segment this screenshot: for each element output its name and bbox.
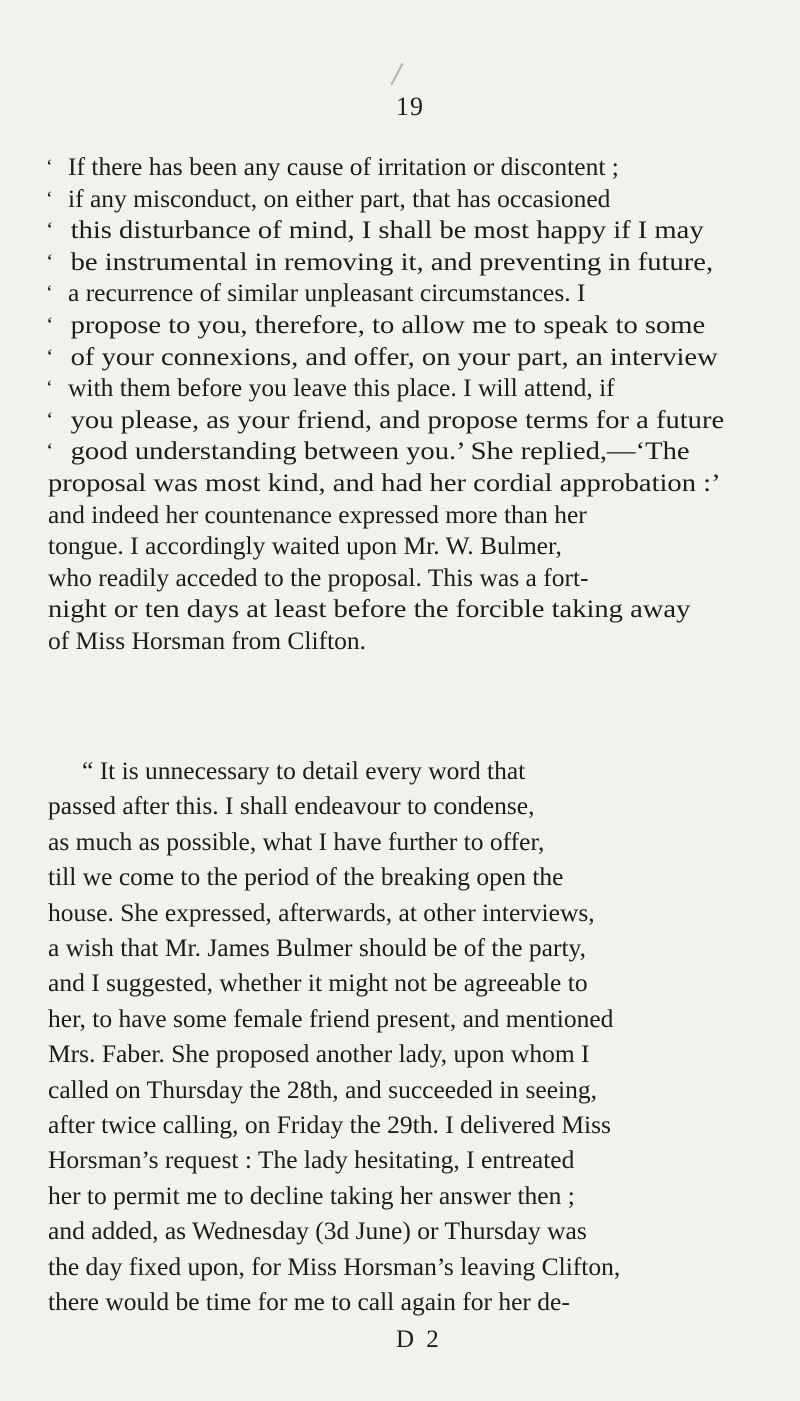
- text-line: [48, 594, 690, 624]
- text-line: and added, as Wednesday (3d June) or Thursday was: [48, 1216, 587, 1246]
- text-line: [46, 215, 704, 245]
- stray-pen-mark: [390, 63, 403, 85]
- text-line: called on Thursday the 28th, and succeeded in seeing,: [48, 1074, 598, 1104]
- line-text: a recurrence of similar unpleasant circumstances. I: [68, 278, 586, 308]
- line-text: tongue. I accordingly waited upon Mr. W. Bulmer,: [48, 531, 562, 561]
- line-text: propose to you, therefore, to allow me to speak to some: [70, 310, 706, 339]
- text-line: [46, 436, 690, 466]
- text-line: [46, 373, 615, 403]
- text-line: her to permit me to decline taking her answer then ;: [48, 1180, 575, 1210]
- line-text: and indeed her countenance expressed more than her: [48, 499, 587, 529]
- text-line: [46, 184, 610, 214]
- line-text: who readily acceded to the proposal. This was a fort-: [48, 562, 589, 592]
- marginal-quote-mark: ‘: [46, 219, 54, 242]
- text-line: [48, 531, 562, 561]
- marginal-quote-mark: ‘: [46, 282, 53, 305]
- text-line: [46, 405, 724, 435]
- text-line: passed after this. I shall endeavour to condense,: [48, 791, 535, 821]
- marginal-quote-mark: ‘: [46, 408, 54, 431]
- text-line: [46, 152, 619, 182]
- marginal-quote-mark: ‘: [46, 345, 54, 368]
- text-line: the day fixed upon, for Miss Horsman’s leaving Clifton,: [48, 1251, 621, 1281]
- line-text: good understanding between you.’ She replied,—‘The: [70, 436, 690, 466]
- line-text: proposal was most kind, and had her cordial approbation :’: [48, 468, 721, 497]
- text-line: as much as possible, what I have further to offer,: [48, 826, 545, 856]
- text-line: house. She expressed, afterwards, at other interviews,: [48, 897, 595, 927]
- text-line: a wish that Mr. James Bulmer should be of the party,: [48, 933, 587, 962]
- signature-mark: D 2: [396, 1326, 442, 1353]
- marginal-quote-mark: ‘: [46, 377, 53, 400]
- text-line: [48, 626, 366, 656]
- line-text: If there has been any cause of irritation or discontent ;: [68, 152, 619, 181]
- text-line: there would be time for me to call again for her de-: [48, 1287, 570, 1316]
- line-text: night or ten days at least before the forcible taking away: [48, 594, 691, 624]
- text-line: “ It is unnecessary to detail every word that: [82, 756, 526, 785]
- text-line: [48, 563, 589, 593]
- page-number: 19: [396, 92, 424, 121]
- line-text: of your connexions, and offer, on your part, an interview: [70, 341, 718, 371]
- line-text: you please, as your friend, and propose terms for a future: [70, 404, 725, 434]
- marginal-quote-mark: ‘: [46, 187, 53, 210]
- marginal-quote-mark: ‘: [46, 440, 54, 463]
- text-line: and I suggested, whether it might not be agreeable to: [48, 968, 588, 998]
- text-line: till we come to the period of the breaking open the: [48, 862, 564, 892]
- marginal-quote-mark: ‘: [46, 314, 54, 336]
- text-line: [46, 247, 713, 277]
- text-line: [46, 278, 586, 308]
- marginal-quote-mark: ‘: [46, 250, 54, 273]
- text-line: [48, 500, 587, 530]
- text-line: [46, 310, 705, 340]
- line-text: this disturbance of mind, I shall be most happy if I may: [70, 215, 704, 245]
- marginal-quote-mark: ‘: [46, 156, 53, 178]
- text-line: [48, 468, 721, 498]
- text-line: Mrs. Faber. She proposed another lady, upon whom I: [48, 1039, 590, 1069]
- line-text: of Miss Horsman from Clifton.: [48, 626, 367, 655]
- text-line: [46, 342, 718, 372]
- text-line: Horsman’s request : The lady hesitating, I entreated: [48, 1145, 575, 1175]
- text-line: her, to have some female friend present, and mentioned: [48, 1003, 614, 1033]
- line-text: be instrumental in removing it, and preventing in future,: [70, 246, 714, 276]
- line-text: if any misconduct, on either part, that has occasioned: [68, 183, 611, 213]
- text-line: after twice calling, on Friday the 29th. I delivered Miss: [48, 1110, 611, 1139]
- line-text: with them before you leave this place. I will attend, if: [68, 373, 615, 403]
